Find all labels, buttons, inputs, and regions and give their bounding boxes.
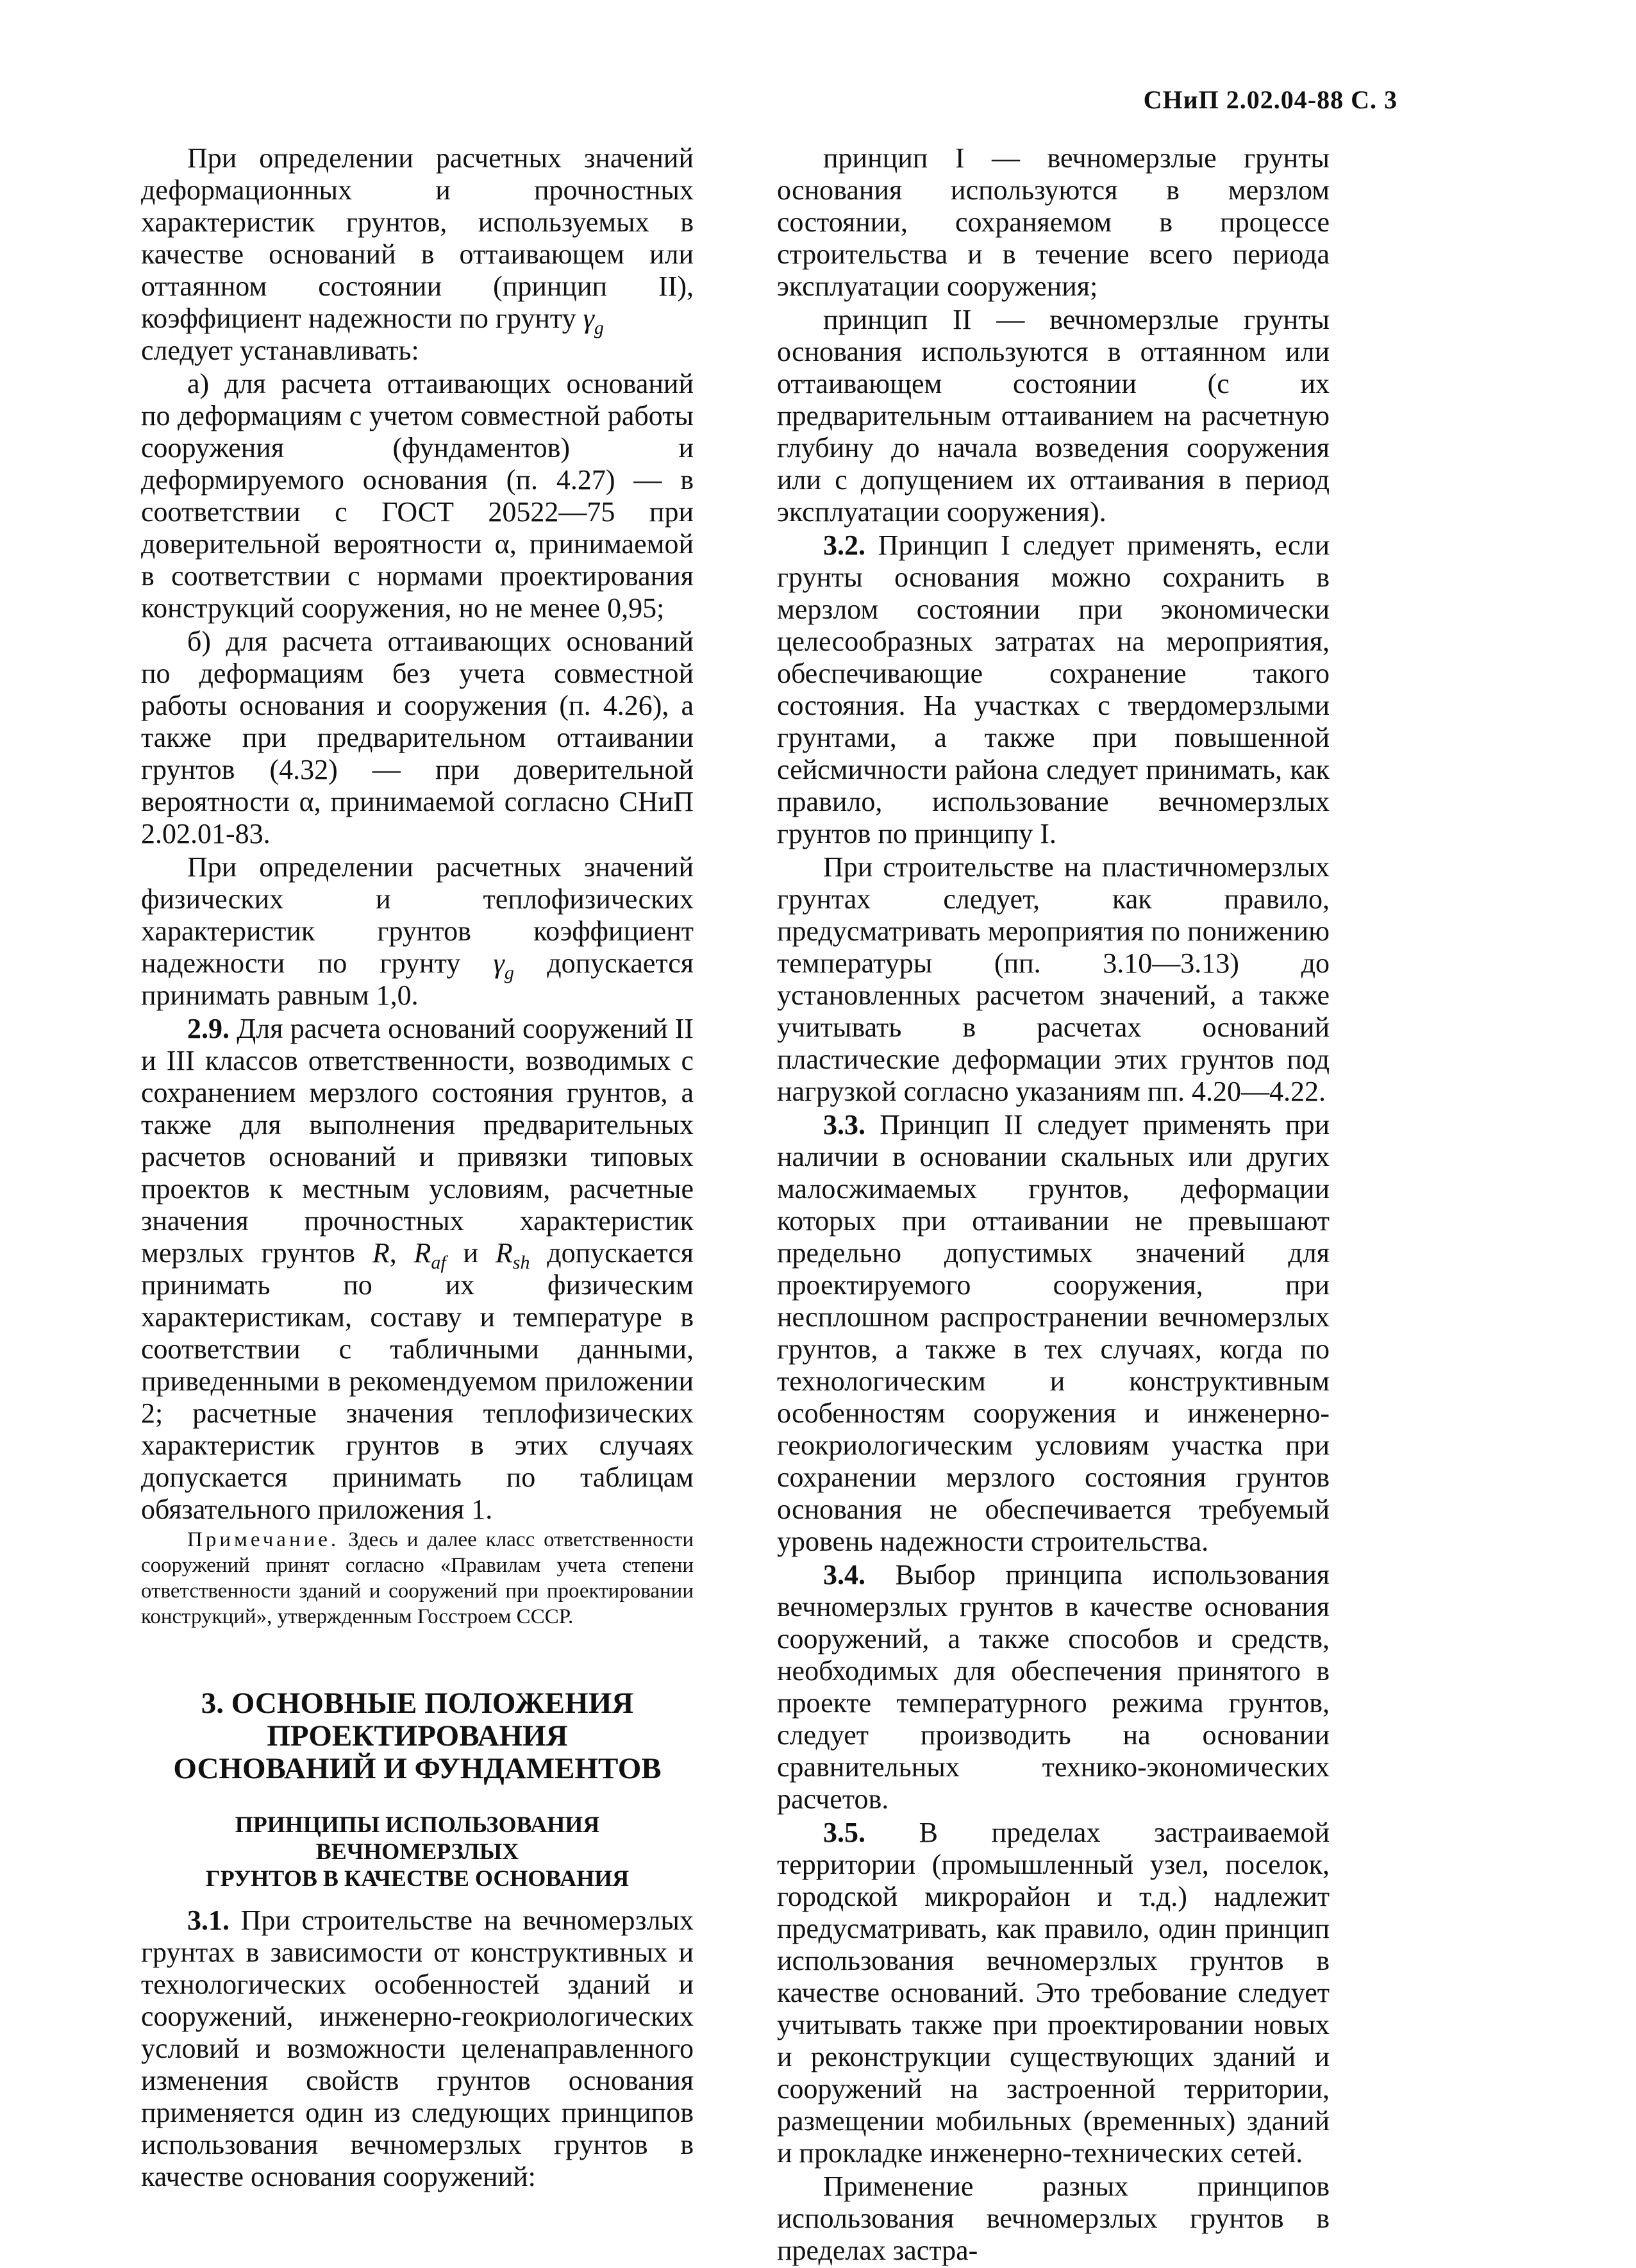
note-text: Здесь и далее класс ответственности сооружений принят согласно «Правилам учета степени ответственности зданий и сооружений при проектировании конструкций», утвержденным Госстроем СССР. xyxy=(141,1528,694,1628)
paragraph-3-2-plastic: При строительстве на пластичномерзлых грунтах следует, как правило, предусматривать мероприятия по понижению температуры (пп. 3.10—3.13) до установленных расчетом значений, а также учитывать в расчетах оснований пластические деформации этих грунтов под нагрузкой согласно указаниям пп. 4.20—4.22. xyxy=(777,851,1330,1107)
clause-number: 3.4. xyxy=(823,1559,865,1590)
left-column xyxy=(141,142,694,2194)
gamma-symbol: γ xyxy=(493,947,505,979)
subscript: g xyxy=(504,962,514,983)
clause-number: 3.2. xyxy=(823,529,865,561)
subscript: g xyxy=(594,317,604,338)
text: При определении расчетных значений физических и теплофизических характеристик грунтов коэффициент надежности по грунту xyxy=(141,851,694,979)
subsection-title xyxy=(141,1811,694,1892)
gamma-symbol: γ xyxy=(583,303,594,334)
text: В пределах застраиваемой территории (промышленный узел, поселок, городской микрорайон и т.д.) надлежит предусматривать, как правило, один принцип использования вечномерзлых грунтов в качестве оснований. Это требование следует учитывать также при проектировании новых и реконструкции существующих зданий и сооружений на застроенной территории, размещении мобильных (временных) зданий и прокладке инженерно-технических сетей. xyxy=(777,1817,1330,2169)
note xyxy=(141,1527,694,1630)
clause-number: 3.3. xyxy=(823,1109,865,1140)
text: При определении расчетных значений деформационных и прочностных характеристик грунтов, используемых в качестве оснований в оттаивающем или оттаянном состоянии (принцип II), коэффициент надежности по грунту xyxy=(141,142,694,334)
subscript: af xyxy=(431,1252,446,1273)
page-header: СНиП 2.02.04-88 С. 3 xyxy=(1143,85,1398,114)
text: Выбор принципа использования вечномерзлых грунтов в качестве основания сооружений, а также способов и средств, необходимых для обеспечения принятого в проекте температурного режима грунтов, следует производить на основании сравнительных технико-экономических расчетов. xyxy=(777,1559,1330,1815)
section-title-line: 3. ОСНОВНЫЕ ПОЛОЖЕНИЯ xyxy=(201,1687,634,1720)
symbol-rsh: R xyxy=(495,1237,513,1269)
symbol-r: R xyxy=(372,1237,390,1269)
text: и xyxy=(446,1237,496,1269)
paragraph-2-9 xyxy=(141,1013,694,1526)
paragraph-3-1 xyxy=(141,1905,694,2193)
text: допускается принимать равным 1,0. xyxy=(141,947,694,1011)
section-title xyxy=(141,1687,694,1785)
paragraph-3-5-continued: Применение разных принципов использования вечномерзлых грунтов в пределах застра- xyxy=(777,2171,1330,2266)
paragraph-physical-values xyxy=(141,851,694,1012)
text: , xyxy=(389,1237,414,1269)
text: Принцип I следует применять, если грунты основания можно сохранить в мерзлом состоянии при экономически целесообразных затратах на мероприятия, обеспечивающие сохранение такого состояния. На участках с твердомерзлыми грунтами, а также при повышенной сейсмичности района следует принимать, как правило, использование вечномерзлых грунтов по принципу I. xyxy=(777,529,1330,849)
section-title-line: ОСНОВАНИЙ И ФУНДАМЕНТОВ xyxy=(173,1752,662,1785)
subsection-title-line: ПРИНЦИПЫ ИСПОЛЬЗОВАНИЯ ВЕЧНОМЕРЗЛЫХ xyxy=(235,1812,600,1864)
text: Принцип II следует применять при наличии в основании скальных или других малосжимаемых грунтов, деформации которых при оттаивании не превышают предельно допустимых значений для проектируемого сооружения, при несплошном распространении вечномерзлых грунтов, а также в тех случаях, когда по технологическим и конструктивным особенностям сооружения и инженерно-геокриологическим условиям участка при сохранении мерзлого состояния грунтов основания не обеспечивается требуемый уровень надежности строительства. xyxy=(777,1109,1330,1557)
subsection-title-line: ГРУНТОВ В КАЧЕСТВЕ ОСНОВАНИЯ xyxy=(205,1865,630,1891)
paragraph-design-values xyxy=(141,142,694,367)
clause-number: 2.9. xyxy=(187,1013,230,1044)
paragraph-3-2 xyxy=(777,529,1330,850)
clause-number: 3.1. xyxy=(187,1905,230,1936)
paragraph-3-5 xyxy=(777,1817,1330,2169)
text: допускается принимать по их физическим характеристикам, составу и температуре в соответствии с табличными данными, приведенными в рекомендуемом приложении 2; расчетные значения теплофизических характеристик грунтов в этих случаях допускается принимать по таблицам обязательного приложения 1. xyxy=(141,1237,694,1525)
principle-2: принцип II — вечномерзлые грунты основания используются в оттаянном или оттаивающем состоянии (с их предварительным оттаиванием на расчетную глубину до начала возведения сооружения или с допущением их оттаивания в период эксплуатации сооружения). xyxy=(777,304,1330,528)
note-label: Примечание. xyxy=(187,1528,340,1551)
subscript: sh xyxy=(512,1252,530,1273)
paragraph-3-3 xyxy=(777,1109,1330,1558)
symbol-raf: R xyxy=(413,1237,431,1269)
right-column xyxy=(777,142,1330,2268)
clause-number: 3.5. xyxy=(823,1817,865,1848)
paragraph-3-4 xyxy=(777,1559,1330,1815)
text: Для расчета оснований сооружений II и III классов ответственности, возводимых с сохранением мерзлого состояния грунтов, а также для выполнения предварительных расчетов оснований и привязки типовых проектов к местным условиям, расчетные значения прочностных характеристик мерзлых грунтов xyxy=(141,1013,694,1269)
text: следует устанавливать: xyxy=(141,335,419,366)
principle-1: принцип I — вечномерзлые грунты основания используются в мерзлом состоянии, сохраняемом в процессе строительства и в течение всего периода эксплуатации сооружения; xyxy=(777,142,1330,302)
list-item-a: а) для расчета оттаивающих оснований по деформациям с учетом совместной работы сооружения (фундаментов) и деформируемого основания (п. 4.27) — в соответствии с ГОСТ 20522—75 при доверительной вероятности α, принимаемой в соответствии с нормами проектирования конструкций сооружения, но не менее 0,95; xyxy=(141,368,694,624)
section-title-line: ПРОЕКТИРОВАНИЯ xyxy=(267,1719,568,1753)
list-item-b: б) для расчета оттаивающих оснований по деформациям без учета совместной работы основания и сооружения (п. 4.26), а также при предварительном оттаивании грунтов (4.32) — при доверительной вероятности α, принимаемой согласно СНиП 2.02.01-83. xyxy=(141,626,694,849)
text: При строительстве на вечномерзлых грунтах в зависимости от конструктивных и технологических особенностей зданий и сооружений, инженерно-геокриологических условий и возможности целенаправленного изменения свойств грунтов основания применяется один из следующих принципов использования вечномерзлых грунтов в качестве основания сооружений: xyxy=(141,1905,694,2192)
